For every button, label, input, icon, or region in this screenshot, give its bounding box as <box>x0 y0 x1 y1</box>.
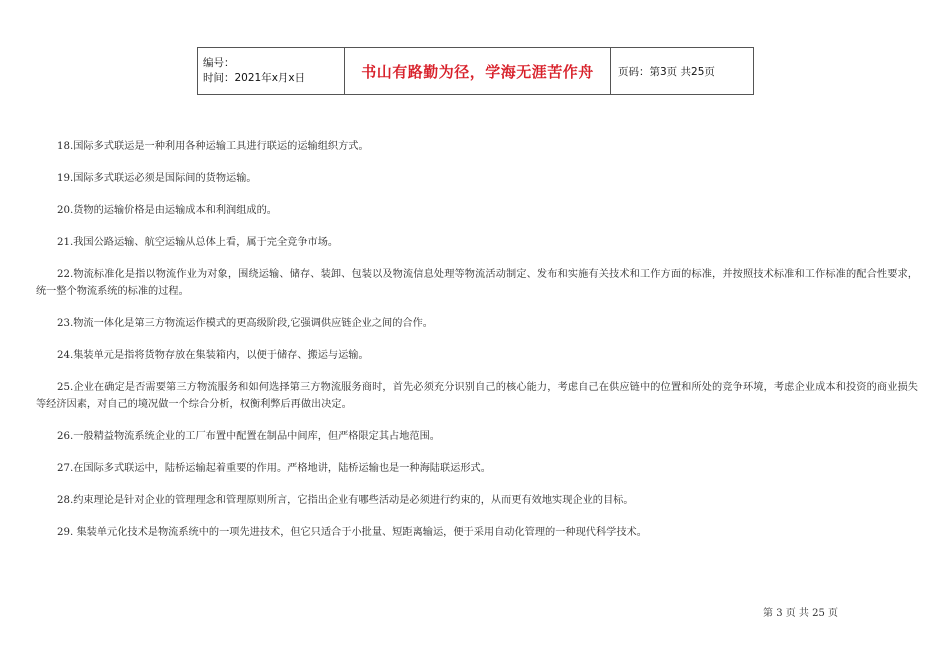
list-item: 28.约束理论是针对企业的管理理念和管理原则所言，它指出企业有哪些活动是必须进行约束的，从而更有效地实现企业的目标。 <box>57 495 634 506</box>
list-item: 20.货物的运输价格是由运输成本和利润组成的。 <box>57 205 277 216</box>
page-header <box>197 47 754 95</box>
list-item: 18.国际多式联运是一种利用各种运输工具进行联运的运输组织方式。 <box>57 141 369 152</box>
list-item: 24.集装单元是指将货物存放在集装箱内，以便于储存、搬运与运输。 <box>57 350 369 361</box>
page-code: 页码：第3页 共25页 <box>611 48 754 95</box>
list-item: 19.国际多式联运必须是国际间的货物运输。 <box>57 173 257 184</box>
time-label: 时间：2021年x月x日 <box>203 72 306 84</box>
header-info-cell <box>198 48 345 95</box>
document-body <box>36 138 918 556</box>
list-item: 23.物流一体化是第三方物流运作模式的更高级阶段,它强调供应链企业之间的合作。 <box>57 318 433 329</box>
list-item: 29. 集装单元化技术是物流系统中的一项先进技术，但它只适合于小批量、短距离输运，便于采用自动化管理的一种现代科学技术。 <box>57 527 647 538</box>
list-item: 26.一般精益物流系统企业的工厂布置中配置在制品中间库，但严格限定其占地范围。 <box>57 431 440 442</box>
list-item: 25.企业在确定是否需要第三方物流服务和如何选择第三方物流服务商时，首先必须充分识别自己的核心能力，考虑自己在供应链中的位置和所处的竞争环境，考虑企业成本和投资的商业损失等经济因素，对自己的境况做一个综合分析，权衡利弊后再做出决定。 <box>36 382 918 410</box>
list-item: 27.在国际多式联运中，陆桥运输起着重要的作用。严格地讲，陆桥运输也是一种海陆联运形式。 <box>57 463 491 474</box>
number-label: 编号： <box>203 57 235 69</box>
motto-text: 书山有路勤为径，学海无涯苦作舟 <box>345 48 611 95</box>
list-item: 21.我国公路运输、航空运输从总体上看，属于完全竞争市场。 <box>57 237 339 248</box>
page-footer: 第 3 页 共 25 页 <box>763 608 838 619</box>
list-item: 22.物流标准化是指以物流作业为对象，围绕运输、储存、装卸、包装以及物流信息处理等物流活动制定、发布和实施有关技术和工作方面的标准，并按照技术标准和工作标准的配合性要求，统一整个物流系统的标准的过程。 <box>36 269 918 297</box>
